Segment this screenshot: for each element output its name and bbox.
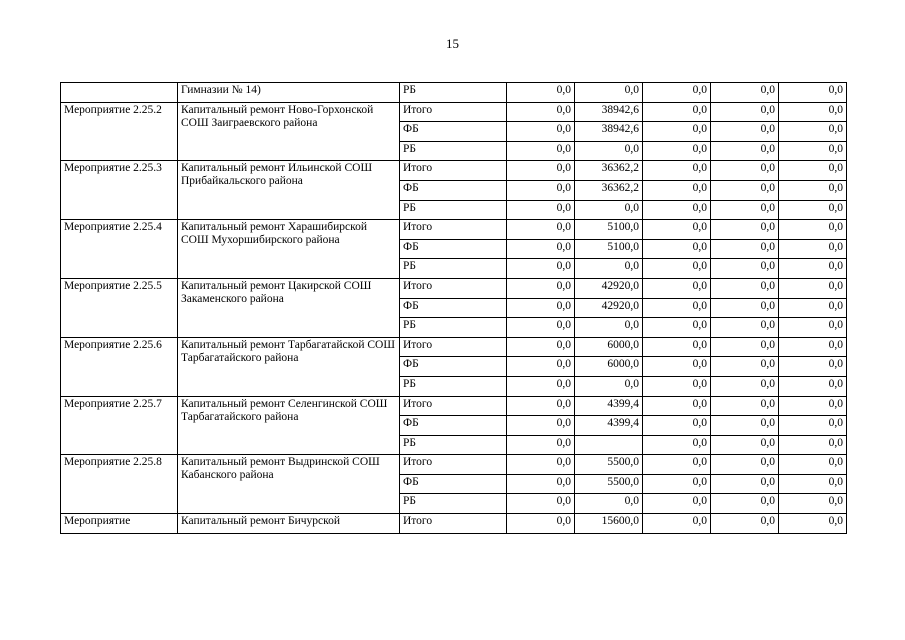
value-cell: 0,0 xyxy=(643,161,711,181)
value-cell: 0,0 xyxy=(779,122,847,142)
source-cell: РБ xyxy=(400,435,507,455)
value-cell: 0,0 xyxy=(779,220,847,240)
value-cell: 0,0 xyxy=(575,494,643,514)
value-cell: 0,0 xyxy=(643,396,711,416)
item-cell: Мероприятие 2.25.3 xyxy=(61,161,178,220)
value-cell: 0,0 xyxy=(643,337,711,357)
item-cell: Мероприятие 2.25.5 xyxy=(61,278,178,337)
value-cell: 0,0 xyxy=(779,396,847,416)
item-cell: Мероприятие 2.25.7 xyxy=(61,396,178,455)
source-cell: Итого xyxy=(400,455,507,475)
value-cell: 0,0 xyxy=(507,180,575,200)
name-cell: Капитальный ремонт Тарбагатайской СОШ Тарбагатайского района xyxy=(178,337,400,396)
source-cell: ФБ xyxy=(400,298,507,318)
source-cell: Итого xyxy=(400,220,507,240)
name-cell: Капитальный ремонт Ново-Горхонской СОШ Заиграевского района xyxy=(178,102,400,161)
source-cell: РБ xyxy=(400,83,507,103)
value-cell: 5500,0 xyxy=(575,474,643,494)
value-cell: 0,0 xyxy=(507,161,575,181)
value-cell: 36362,2 xyxy=(575,161,643,181)
value-cell: 36362,2 xyxy=(575,180,643,200)
value-cell: 6000,0 xyxy=(575,357,643,377)
value-cell: 0,0 xyxy=(779,83,847,103)
value-cell: 0,0 xyxy=(507,376,575,396)
value-cell: 0,0 xyxy=(507,122,575,142)
value-cell: 0,0 xyxy=(575,83,643,103)
value-cell: 0,0 xyxy=(779,200,847,220)
value-cell: 0,0 xyxy=(507,474,575,494)
value-cell: 0,0 xyxy=(507,494,575,514)
item-cell: Мероприятие 2.25.6 xyxy=(61,337,178,396)
value-cell: 0,0 xyxy=(711,298,779,318)
value-cell: 0,0 xyxy=(575,318,643,338)
value-cell: 0,0 xyxy=(711,474,779,494)
value-cell: 0,0 xyxy=(711,357,779,377)
value-cell: 0,0 xyxy=(711,455,779,475)
value-cell: 42920,0 xyxy=(575,278,643,298)
value-cell: 0,0 xyxy=(779,435,847,455)
table-row xyxy=(61,102,847,122)
value-cell: 0,0 xyxy=(711,141,779,161)
value-cell: 0,0 xyxy=(507,200,575,220)
table-row xyxy=(61,337,847,357)
source-cell: РБ xyxy=(400,200,507,220)
value-cell: 0,0 xyxy=(643,239,711,259)
value-cell: 0,0 xyxy=(507,102,575,122)
source-cell: ФБ xyxy=(400,474,507,494)
page-number: 15 xyxy=(446,36,459,51)
value-cell: 0,0 xyxy=(779,298,847,318)
value-cell: 0,0 xyxy=(575,376,643,396)
value-cell: 0,0 xyxy=(779,318,847,338)
value-cell: 0,0 xyxy=(643,357,711,377)
source-cell: Итого xyxy=(400,278,507,298)
value-cell: 0,0 xyxy=(779,161,847,181)
value-cell: 0,0 xyxy=(711,102,779,122)
source-cell: РБ xyxy=(400,318,507,338)
value-cell: 0,0 xyxy=(575,200,643,220)
value-cell: 0,0 xyxy=(643,259,711,279)
value-cell: 0,0 xyxy=(711,180,779,200)
table-row xyxy=(61,278,847,298)
value-cell: 38942,6 xyxy=(575,102,643,122)
value-cell: 4399,4 xyxy=(575,416,643,436)
value-cell: 0,0 xyxy=(711,514,779,534)
value-cell: 0,0 xyxy=(779,416,847,436)
value-cell: 0,0 xyxy=(643,220,711,240)
value-cell: 0,0 xyxy=(643,494,711,514)
name-cell: Гимназии № 14) xyxy=(178,83,400,103)
funding-table xyxy=(60,82,847,534)
value-cell: 5100,0 xyxy=(575,220,643,240)
value-cell: 0,0 xyxy=(779,141,847,161)
value-cell: 0,0 xyxy=(575,141,643,161)
value-cell: 5100,0 xyxy=(575,239,643,259)
value-cell: 0,0 xyxy=(779,337,847,357)
value-cell: 0,0 xyxy=(779,455,847,475)
value-cell: 0,0 xyxy=(643,318,711,338)
value-cell: 0,0 xyxy=(507,298,575,318)
value-cell: 0,0 xyxy=(779,357,847,377)
value-cell: 0,0 xyxy=(643,435,711,455)
value-cell: 0,0 xyxy=(711,494,779,514)
value-cell: 0,0 xyxy=(643,474,711,494)
name-cell: Капитальный ремонт Ильинской СОШ Прибайкальского района xyxy=(178,161,400,220)
value-cell: 0,0 xyxy=(711,376,779,396)
value-cell: 0,0 xyxy=(779,259,847,279)
value-cell: 0,0 xyxy=(711,416,779,436)
source-cell: ФБ xyxy=(400,122,507,142)
source-cell: Итого xyxy=(400,396,507,416)
table-row xyxy=(61,161,847,181)
source-cell: Итого xyxy=(400,161,507,181)
source-cell: Итого xyxy=(400,102,507,122)
value-cell: 0,0 xyxy=(507,396,575,416)
table-row xyxy=(61,220,847,240)
value-cell: 0,0 xyxy=(779,278,847,298)
value-cell: 0,0 xyxy=(507,318,575,338)
item-cell: Мероприятие 2.25.2 xyxy=(61,102,178,161)
source-cell: РБ xyxy=(400,141,507,161)
value-cell: 0,0 xyxy=(779,180,847,200)
value-cell: 0,0 xyxy=(711,161,779,181)
value-cell: 0,0 xyxy=(643,278,711,298)
name-cell: Капитальный ремонт Бичурской xyxy=(178,514,400,534)
value-cell: 0,0 xyxy=(779,239,847,259)
name-cell: Капитальный ремонт Выдринской СОШ Кабанского района xyxy=(178,455,400,514)
item-cell: Мероприятие 2.25.4 xyxy=(61,220,178,279)
source-cell: РБ xyxy=(400,259,507,279)
value-cell: 15600,0 xyxy=(575,514,643,534)
source-cell: Итого xyxy=(400,514,507,534)
source-cell: ФБ xyxy=(400,180,507,200)
value-cell: 0,0 xyxy=(643,200,711,220)
value-cell: 0,0 xyxy=(507,455,575,475)
value-cell: 38942,6 xyxy=(575,122,643,142)
name-cell: Капитальный ремонт Харашибирской СОШ Мухоршибирского района xyxy=(178,220,400,279)
value-cell: 4399,4 xyxy=(575,396,643,416)
value-cell: 42920,0 xyxy=(575,298,643,318)
value-cell: 0,0 xyxy=(643,416,711,436)
table-row xyxy=(61,455,847,475)
value-cell: 0,0 xyxy=(643,180,711,200)
source-cell: ФБ xyxy=(400,357,507,377)
value-cell: 0,0 xyxy=(711,318,779,338)
value-cell: 0,0 xyxy=(507,435,575,455)
value-cell: 0,0 xyxy=(507,83,575,103)
source-cell: ФБ xyxy=(400,416,507,436)
value-cell: 0,0 xyxy=(711,259,779,279)
value-cell: 0,0 xyxy=(779,376,847,396)
value-cell: 0,0 xyxy=(711,396,779,416)
value-cell: 0,0 xyxy=(507,239,575,259)
value-cell: 0,0 xyxy=(779,514,847,534)
item-cell xyxy=(61,83,178,103)
value-cell: 0,0 xyxy=(711,435,779,455)
table-row xyxy=(61,514,847,534)
name-cell: Капитальный ремонт Селенгинской СОШ Тарбагатайского района xyxy=(178,396,400,455)
value-cell: 0,0 xyxy=(507,357,575,377)
table-row xyxy=(61,396,847,416)
value-cell: 6000,0 xyxy=(575,337,643,357)
value-cell: 0,0 xyxy=(711,220,779,240)
value-cell: 0,0 xyxy=(507,220,575,240)
value-cell: 0,0 xyxy=(507,337,575,357)
value-cell: 0,0 xyxy=(643,455,711,475)
value-cell: 0,0 xyxy=(507,278,575,298)
table-row xyxy=(61,83,847,103)
value-cell: 0,0 xyxy=(711,200,779,220)
name-cell: Капитальный ремонт Цакирской СОШ Закаменского района xyxy=(178,278,400,337)
source-cell: РБ xyxy=(400,376,507,396)
value-cell: 0,0 xyxy=(507,416,575,436)
value-cell xyxy=(575,435,643,455)
value-cell: 0,0 xyxy=(779,494,847,514)
value-cell: 0,0 xyxy=(507,259,575,279)
source-cell: ФБ xyxy=(400,239,507,259)
value-cell: 0,0 xyxy=(643,83,711,103)
value-cell: 0,0 xyxy=(643,122,711,142)
item-cell: Мероприятие xyxy=(61,514,178,534)
value-cell: 0,0 xyxy=(643,376,711,396)
value-cell: 0,0 xyxy=(779,474,847,494)
value-cell: 0,0 xyxy=(711,239,779,259)
value-cell: 0,0 xyxy=(507,514,575,534)
value-cell: 0,0 xyxy=(711,122,779,142)
table-body xyxy=(61,83,847,534)
value-cell: 0,0 xyxy=(643,102,711,122)
value-cell: 0,0 xyxy=(711,278,779,298)
value-cell: 0,0 xyxy=(643,141,711,161)
source-cell: РБ xyxy=(400,494,507,514)
source-cell: Итого xyxy=(400,337,507,357)
value-cell: 0,0 xyxy=(643,514,711,534)
value-cell: 0,0 xyxy=(575,259,643,279)
value-cell: 0,0 xyxy=(643,298,711,318)
value-cell: 0,0 xyxy=(711,83,779,103)
value-cell: 0,0 xyxy=(507,141,575,161)
value-cell: 0,0 xyxy=(779,102,847,122)
value-cell: 0,0 xyxy=(711,337,779,357)
item-cell: Мероприятие 2.25.8 xyxy=(61,455,178,514)
value-cell: 5500,0 xyxy=(575,455,643,475)
